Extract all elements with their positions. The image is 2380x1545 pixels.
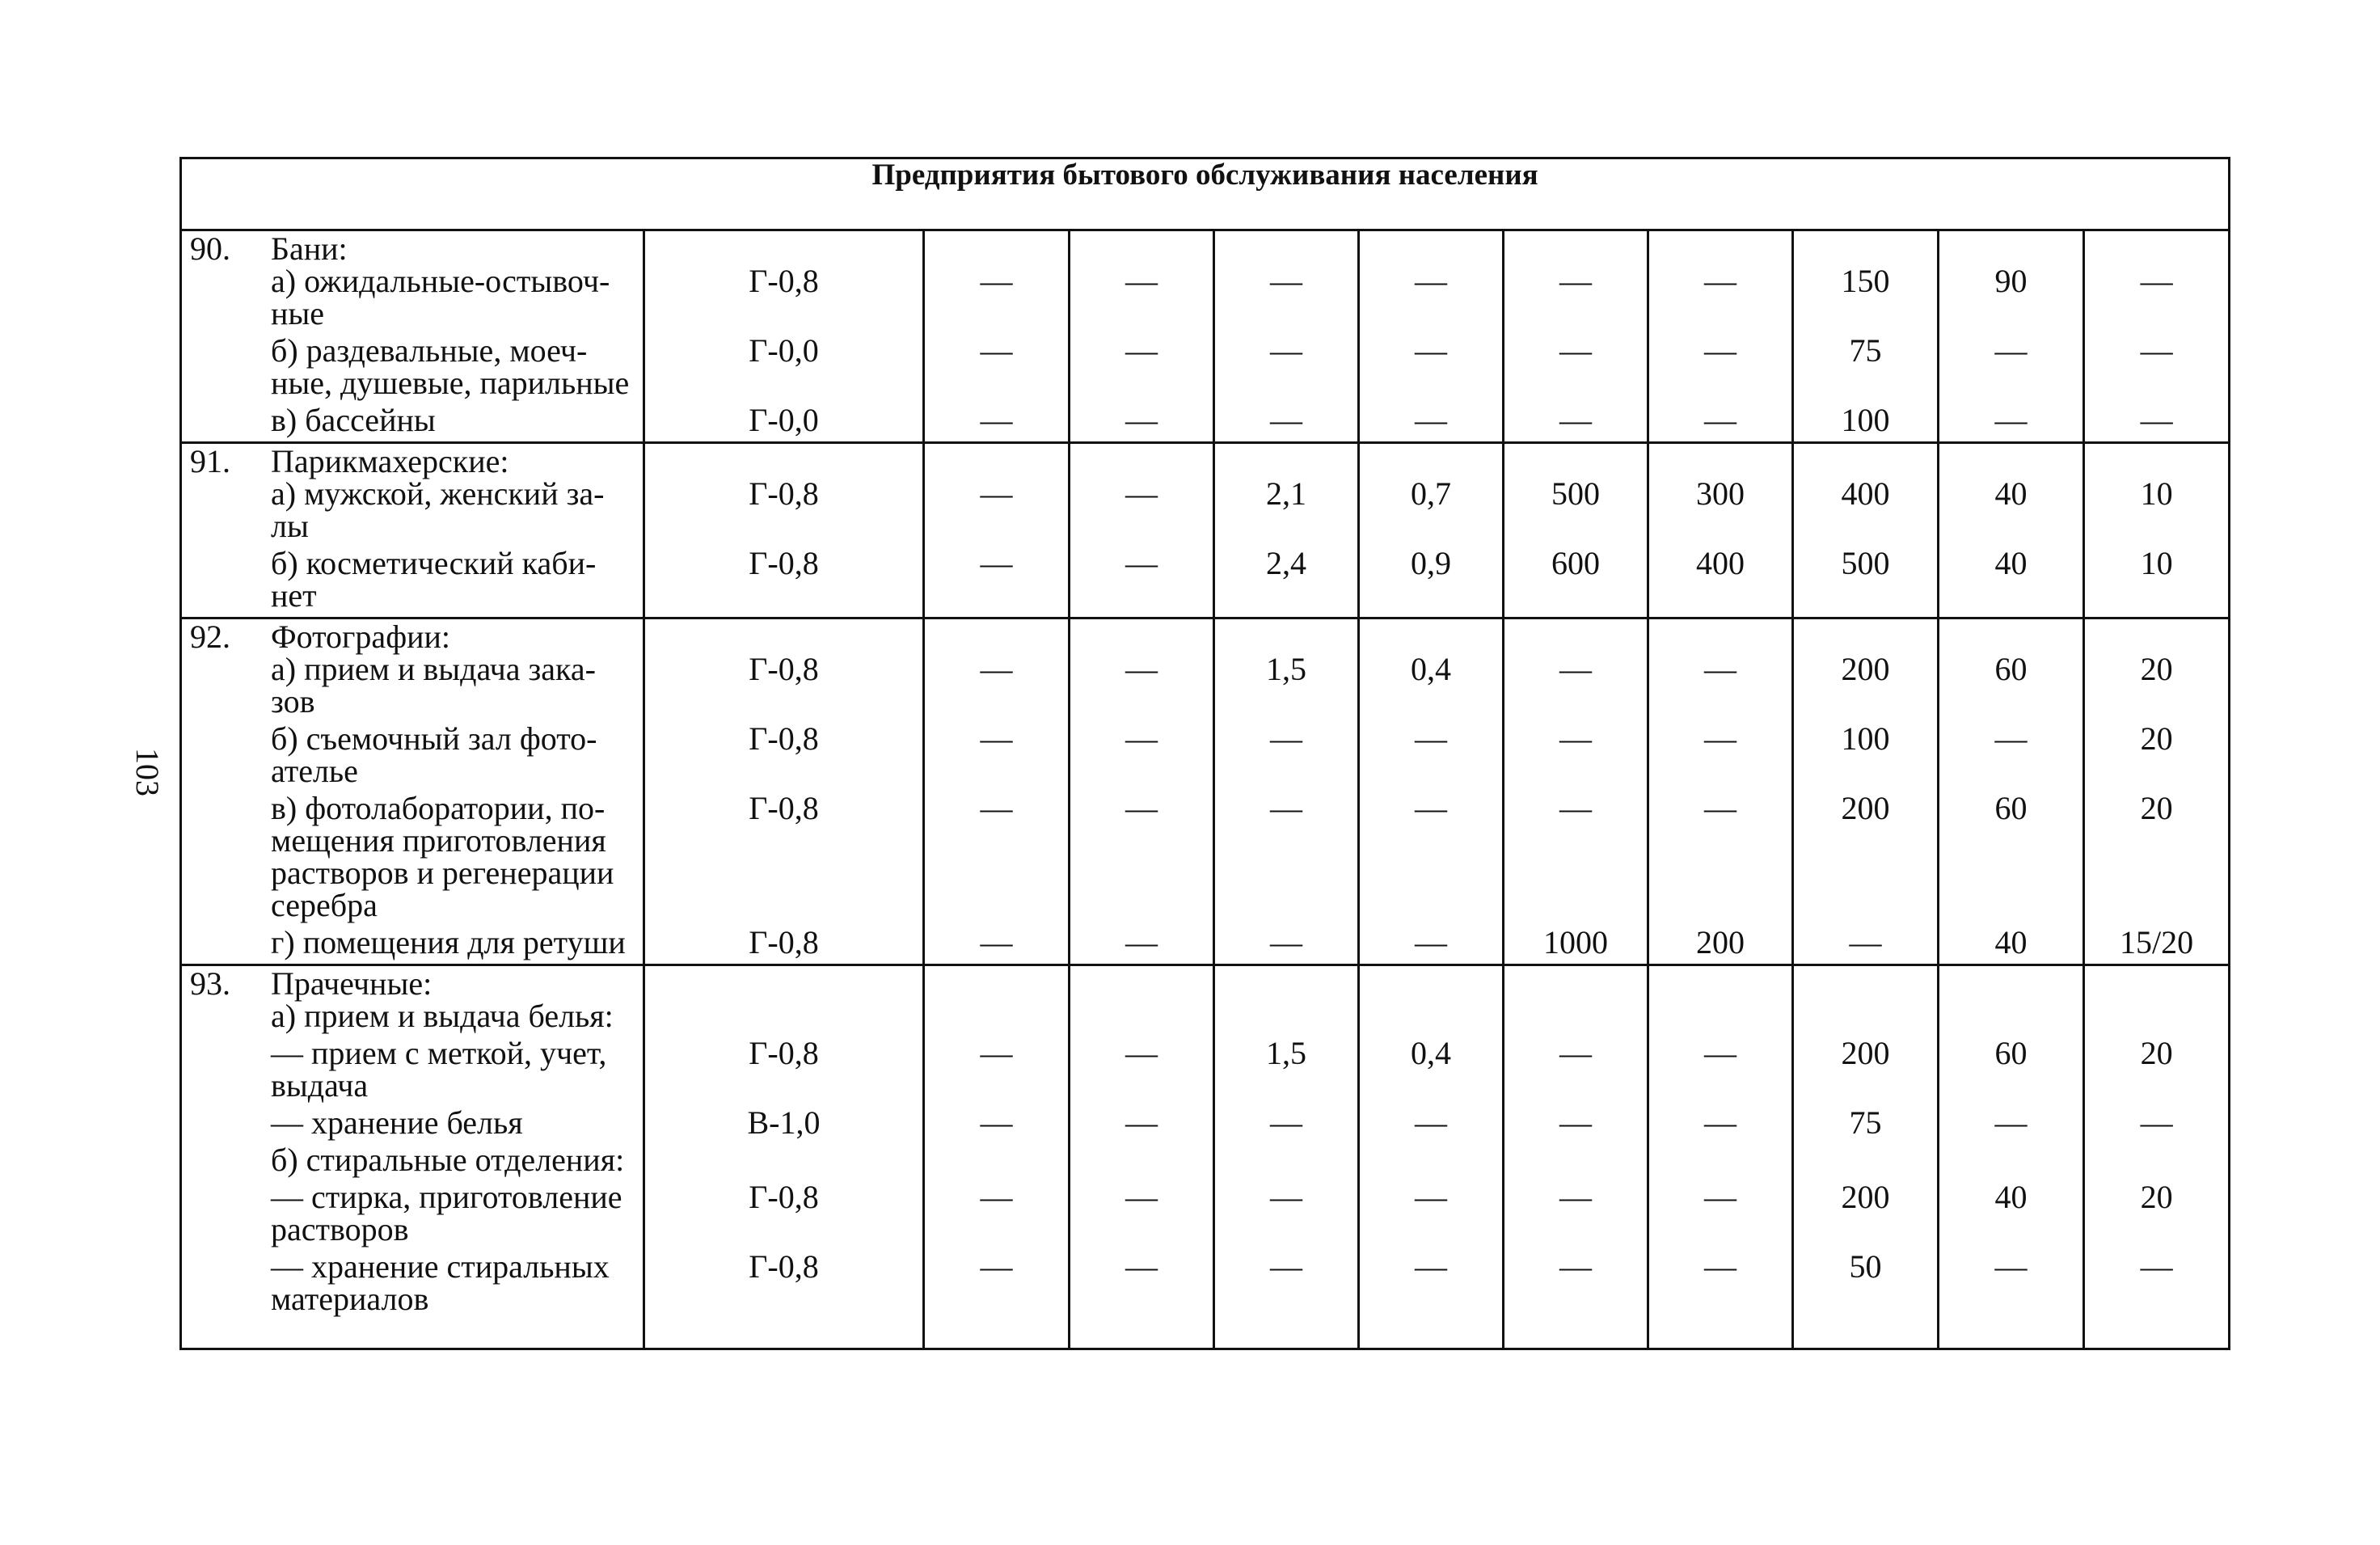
- table-cell: —: [2140, 263, 2173, 299]
- table-cell: 10: [2140, 475, 2173, 512]
- row-name-line: б) раздевальные, моеч-: [271, 332, 588, 369]
- value-column-6: [1504, 965, 1648, 1349]
- table-cell: —: [1270, 720, 1302, 757]
- row-name-line: а) ожидальные-остывоч-: [271, 263, 610, 299]
- table-cell: —: [1415, 924, 1447, 960]
- value-column-8: [1793, 230, 1939, 443]
- row-name-line: нет: [271, 577, 317, 614]
- table-cell: —: [1125, 924, 1158, 960]
- table-cell: [1794, 1144, 1937, 1181]
- row-name-line: материалов: [271, 1281, 429, 1317]
- value-column-5: [1359, 443, 1504, 618]
- table-cell: Г-0,8: [749, 1179, 819, 1215]
- table-cell: Г-0,8: [749, 651, 819, 687]
- row-name-line: ателье: [271, 753, 358, 789]
- table-cell: Г-0,8: [749, 545, 819, 581]
- group-title: Парикмахерские:: [271, 443, 509, 479]
- table-cell: —: [1270, 402, 1302, 438]
- table-cell: —: [980, 263, 1013, 299]
- table-cell: —: [1704, 1104, 1736, 1141]
- table-cell: 600: [1551, 545, 1600, 581]
- table-cell: —: [1125, 1104, 1158, 1141]
- table-cell: —: [1415, 1248, 1447, 1285]
- table-cell: Г-0,8: [749, 924, 819, 960]
- value-column-4: [1214, 965, 1359, 1349]
- table-cell: —: [1415, 790, 1447, 826]
- table-cell: —: [1994, 332, 2028, 369]
- group-title: Фотографии:: [271, 618, 451, 655]
- row-name-line: — хранение стиральных: [271, 1248, 610, 1285]
- table-cell: —: [980, 332, 1013, 369]
- table-cell: [1360, 1144, 1502, 1181]
- table-cell: [925, 1000, 1068, 1037]
- value-column-6: [1504, 618, 1648, 965]
- table-cell: 20: [2140, 1035, 2173, 1071]
- table-cell: —: [1270, 1248, 1302, 1285]
- table-cell: 2,4: [1266, 545, 1306, 581]
- table-cell: 15/20: [2120, 924, 2194, 960]
- table-cell: 10: [2140, 545, 2173, 581]
- table-cell: —: [1994, 1104, 2028, 1141]
- table-cell: 200: [1696, 924, 1745, 960]
- table-cell: —: [1559, 1035, 1592, 1071]
- table-cell: —: [1994, 720, 2028, 757]
- value-column-8: [1793, 443, 1939, 618]
- table-cell: [1939, 1144, 2082, 1181]
- table-cell: Г-0,8: [749, 1035, 819, 1071]
- table-cell: —: [1270, 1104, 1302, 1141]
- table-cell: 0,4: [1411, 1035, 1451, 1071]
- table-cell: 200: [1841, 651, 1890, 687]
- table-cell: —: [1415, 402, 1447, 438]
- table-cell: 200: [1841, 790, 1890, 826]
- table-cell: —: [2140, 332, 2173, 369]
- table-cell: —: [1270, 1179, 1302, 1215]
- group-description: [181, 443, 644, 618]
- row-name-line: зов: [271, 683, 315, 720]
- table-cell: 50: [1849, 1248, 1882, 1285]
- table-cell: —: [1704, 720, 1736, 757]
- group-row-91: [181, 443, 2230, 618]
- row-name-line: серебра: [271, 887, 378, 923]
- table-cell: 1000: [1543, 924, 1608, 960]
- table-cell: —: [1415, 720, 1447, 757]
- group-row-90: [181, 230, 2230, 443]
- row-name-line: — стирка, приготовление: [271, 1179, 622, 1215]
- value-column-10: [2084, 230, 2230, 443]
- table-cell: —: [1125, 720, 1158, 757]
- group-title: Бани:: [271, 230, 348, 267]
- table-cell: —: [980, 1035, 1013, 1071]
- value-column-7: [1648, 965, 1793, 1349]
- table-cell: —: [1559, 651, 1592, 687]
- table-cell: —: [1559, 1179, 1592, 1215]
- table-cell: —: [1125, 475, 1158, 512]
- table-cell: Г-0,8: [749, 475, 819, 512]
- table-cell: —: [1270, 790, 1302, 826]
- value-column-4: [1214, 618, 1359, 965]
- group-description: [181, 230, 644, 443]
- table-cell: [1649, 1144, 1791, 1181]
- table-cell: —: [1704, 1248, 1736, 1285]
- table-cell: —: [980, 1248, 1013, 1285]
- table-cell: —: [1415, 1179, 1447, 1215]
- row-name-line: лы: [271, 508, 309, 544]
- table-cell: 150: [1841, 263, 1890, 299]
- value-column-3: [1070, 965, 1214, 1349]
- value-column-2: [924, 618, 1070, 965]
- row-name-line: растворов и регенерации: [271, 855, 614, 891]
- table-cell: 2,1: [1266, 475, 1306, 512]
- row-name-line: выдача: [271, 1067, 369, 1104]
- table-cell: —: [980, 790, 1013, 826]
- page-number: 103: [129, 748, 166, 796]
- section-title: Предприятия бытового обслуживания населения: [181, 158, 2230, 230]
- table-cell: —: [1125, 263, 1158, 299]
- group-number: 93.: [190, 965, 230, 1002]
- table-cell: —: [1559, 1248, 1592, 1285]
- row-name-line: б) косметический каби-: [271, 545, 597, 581]
- table-cell: —: [2140, 1248, 2173, 1285]
- table-cell: Г-0,8: [749, 1248, 819, 1285]
- table-cell: —: [1270, 263, 1302, 299]
- row-name-line: б) съемочный зал фото-: [271, 720, 597, 757]
- table-cell: 0,4: [1411, 651, 1451, 687]
- value-column-7: [1648, 618, 1793, 965]
- table-cell: —: [980, 651, 1013, 687]
- table-cell: 100: [1841, 402, 1890, 438]
- table-cell: —: [1270, 332, 1302, 369]
- value-column-4: [1214, 230, 1359, 443]
- table-cell: —: [1125, 1179, 1158, 1215]
- row-name-line: в) бассейны: [271, 402, 436, 438]
- row-name-line: — хранение белья: [271, 1104, 523, 1141]
- value-column-7: [1648, 443, 1793, 618]
- table-cell: —: [980, 402, 1013, 438]
- table-cell: Г-0,0: [749, 402, 819, 438]
- table-cell: Г-0,8: [749, 720, 819, 757]
- row-name-line: растворов: [271, 1211, 409, 1247]
- table-cell: [645, 1000, 922, 1037]
- value-column-5: [1359, 965, 1504, 1349]
- table-cell: [1794, 1000, 1937, 1037]
- table-cell: 200: [1841, 1035, 1890, 1071]
- value-column-3: [1070, 618, 1214, 965]
- table-cell: —: [1415, 332, 1447, 369]
- value-column-1: [644, 230, 924, 443]
- table-cell: —: [1559, 332, 1592, 369]
- table-cell: [2085, 1144, 2228, 1181]
- row-name-line: а) прием и выдача белья:: [271, 998, 614, 1034]
- table-cell: —: [1704, 790, 1736, 826]
- table-cell: —: [1849, 924, 1882, 960]
- table-cell: —: [1125, 651, 1158, 687]
- table-cell: —: [1125, 545, 1158, 581]
- table-cell: 40: [1994, 475, 2028, 512]
- table-cell: —: [1559, 263, 1592, 299]
- value-column-6: [1504, 443, 1648, 618]
- row-name-line: ные, душевые, парильные: [271, 365, 630, 401]
- group-description: [181, 618, 644, 965]
- table-cell: [1649, 1000, 1791, 1037]
- table-cell: В-1,0: [747, 1104, 821, 1141]
- table-cell: 60: [1994, 1035, 2028, 1071]
- row-name-line: а) прием и выдача зака-: [271, 651, 596, 687]
- table-cell: —: [1704, 402, 1736, 438]
- table-cell: —: [1704, 332, 1736, 369]
- row-name-line: мещения приготовления: [271, 822, 606, 859]
- table-cell: 400: [1696, 545, 1745, 581]
- table-cell: —: [1704, 263, 1736, 299]
- value-column-2: [924, 230, 1070, 443]
- table-cell: —: [1125, 1248, 1158, 1285]
- table-cell: 40: [1994, 1179, 2028, 1215]
- table-cell: 1,5: [1266, 651, 1306, 687]
- table-cell: Г-0,0: [749, 332, 819, 369]
- value-column-9: [1939, 618, 2084, 965]
- row-name-line: ные: [271, 295, 325, 331]
- table-cell: [2085, 1000, 2228, 1037]
- value-column-7: [1648, 230, 1793, 443]
- table-cell: [645, 1144, 922, 1181]
- group-number: 91.: [190, 443, 230, 479]
- row-name-line: б) стиральные отделения:: [271, 1142, 625, 1178]
- table-cell: 40: [1994, 545, 2028, 581]
- row-name-line: — прием с меткой, учет,: [271, 1035, 607, 1071]
- table-cell: 300: [1696, 475, 1745, 512]
- table-cell: —: [1125, 332, 1158, 369]
- table-cell: —: [1559, 720, 1592, 757]
- value-column-1: [644, 618, 924, 965]
- table-cell: 0,7: [1411, 475, 1451, 512]
- value-column-10: [2084, 443, 2230, 618]
- table-cell: —: [1125, 1035, 1158, 1071]
- table-cell: [1504, 1144, 1647, 1181]
- table-cell: [1939, 1000, 2082, 1037]
- table-cell: Г-0,8: [749, 790, 819, 826]
- table-cell: —: [980, 924, 1013, 960]
- value-column-1: [644, 965, 924, 1349]
- table-cell: —: [1559, 402, 1592, 438]
- table-cell: 75: [1849, 1104, 1882, 1141]
- table-cell: 20: [2140, 720, 2173, 757]
- value-column-10: [2084, 618, 2230, 965]
- table-cell: —: [1559, 790, 1592, 826]
- value-column-8: [1793, 618, 1939, 965]
- group-row-93: [181, 965, 2230, 1349]
- table-cell: —: [980, 475, 1013, 512]
- table-cell: —: [1270, 924, 1302, 960]
- value-column-5: [1359, 618, 1504, 965]
- table-cell: 40: [1994, 924, 2028, 960]
- table-cell: 100: [1841, 720, 1890, 757]
- section-header-row: [181, 158, 2230, 230]
- value-column-10: [2084, 965, 2230, 1349]
- table-cell: [925, 1144, 1068, 1181]
- table-cell: Г-0,8: [749, 263, 819, 299]
- table-cell: 75: [1849, 332, 1882, 369]
- value-column-9: [1939, 443, 2084, 618]
- table-cell: [1070, 1000, 1213, 1037]
- value-column-1: [644, 443, 924, 618]
- table-cell: 60: [1994, 651, 2028, 687]
- table-cell: —: [1704, 1035, 1736, 1071]
- table-cell: 400: [1841, 475, 1890, 512]
- group-number: 90.: [190, 230, 230, 267]
- table-cell: 1,5: [1266, 1035, 1306, 1071]
- table-cell: 200: [1841, 1179, 1890, 1215]
- table-cell: —: [1125, 790, 1158, 826]
- table-cell: —: [980, 1104, 1013, 1141]
- value-column-5: [1359, 230, 1504, 443]
- table-cell: 500: [1841, 545, 1890, 581]
- table-cell: 20: [2140, 790, 2173, 826]
- table-cell: [1504, 1000, 1647, 1037]
- table-cell: —: [980, 545, 1013, 581]
- value-column-3: [1070, 443, 1214, 618]
- table-cell: —: [2140, 1104, 2173, 1141]
- value-column-3: [1070, 230, 1214, 443]
- row-name-line: а) мужской, женский за-: [271, 475, 605, 512]
- table-cell: 90: [1994, 263, 2028, 299]
- row-name-line: в) фотолаборатории, по-: [271, 790, 606, 826]
- table-cell: [1215, 1000, 1357, 1037]
- group-description: [181, 965, 644, 1349]
- group-number: 92.: [190, 618, 230, 655]
- table-cell: —: [980, 1179, 1013, 1215]
- group-row-92: [181, 618, 2230, 965]
- value-column-2: [924, 443, 1070, 618]
- table-cell: —: [1704, 651, 1736, 687]
- table-cell: —: [1994, 1248, 2028, 1285]
- group-title: Прачечные:: [271, 965, 433, 1002]
- table-cell: [1215, 1144, 1357, 1181]
- row-name-line: г) помещения для ретуши: [271, 924, 626, 960]
- value-column-2: [924, 965, 1070, 1349]
- table-cell: —: [1125, 402, 1158, 438]
- value-column-9: [1939, 965, 2084, 1349]
- table-cell: 60: [1994, 790, 2028, 826]
- value-column-6: [1504, 230, 1648, 443]
- table-cell: 500: [1551, 475, 1600, 512]
- table-cell: —: [2140, 402, 2173, 438]
- table-cell: 20: [2140, 1179, 2173, 1215]
- table-cell: —: [1994, 402, 2028, 438]
- value-column-9: [1939, 230, 2084, 443]
- table-cell: 0,9: [1411, 545, 1451, 581]
- table-cell: [1360, 1000, 1502, 1037]
- table-cell: —: [1704, 1179, 1736, 1215]
- table-cell: [1070, 1144, 1213, 1181]
- table-cell: 20: [2140, 651, 2173, 687]
- table-cell: —: [980, 720, 1013, 757]
- table-cell: —: [1415, 263, 1447, 299]
- table-cell: —: [1415, 1104, 1447, 1141]
- value-column-8: [1793, 965, 1939, 1349]
- table-cell: —: [1559, 1104, 1592, 1141]
- norms-table: [179, 157, 2230, 1350]
- value-column-4: [1214, 443, 1359, 618]
